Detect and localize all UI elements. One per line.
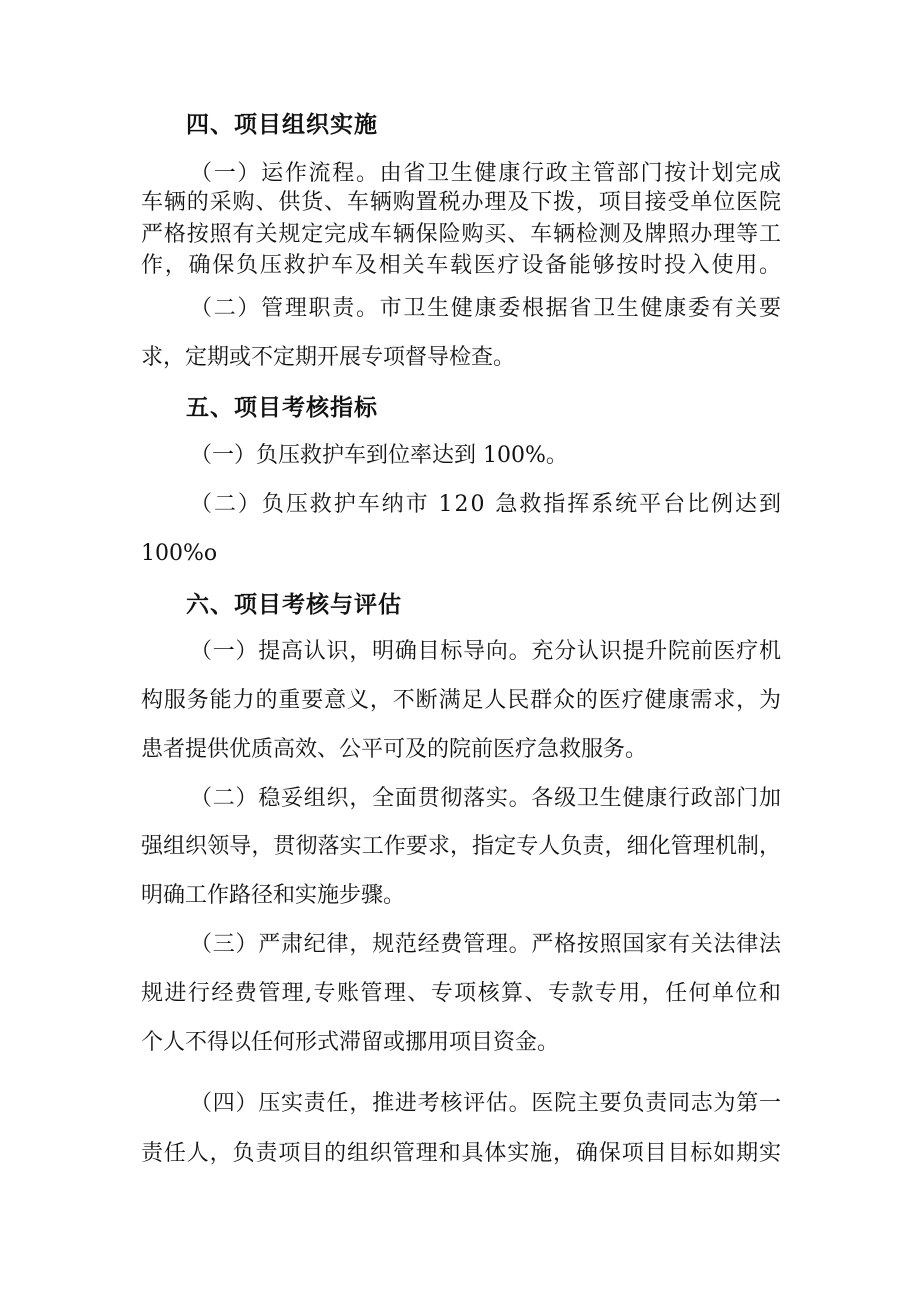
paragraph-line: 作，确保负压救护车及相关车载医疗设备能够按时投入使用。 bbox=[141, 253, 783, 278]
paragraph-line: （三）严肃纪律，规范经费管理。严格按照国家有关法律法 bbox=[190, 932, 782, 957]
paragraph-line: （二）稳妥组织，全面贯彻落实。各级卫生健康行政部门加 bbox=[190, 786, 782, 811]
paragraph-line: 责任人，负责项目的组织管理和具体实施，确保项目目标如期实 bbox=[141, 1141, 782, 1166]
paragraph-line: （一）运作流程。由省卫生健康行政主管部门按计划完成 bbox=[190, 161, 783, 186]
paragraph-line: 严格按照有关规定完成车辆保险购买、车辆检测及牌照办理等工 bbox=[141, 222, 782, 247]
paragraph-line: 100%o bbox=[141, 541, 218, 566]
paragraph-line: （四）压实责任，推进考核评估。医院主要负责同志为第一 bbox=[190, 1091, 782, 1116]
section-heading-5: 五、项目考核指标 bbox=[186, 395, 378, 421]
paragraph-line: 明确工作路径和实施步骤。 bbox=[141, 883, 406, 908]
paragraph-line: （二）管理职责。市卫生健康委根据省卫生健康委有关要 bbox=[190, 296, 783, 321]
paragraph-line: 车辆的采购、供货、车辆购置税办理及下拨，项目接受单位医院 bbox=[141, 190, 782, 215]
paragraph-line: 个人不得以任何形式滞留或挪用项目资金。 bbox=[141, 1030, 560, 1055]
paragraph-line: 强组织领导，贯彻落实工作要求，指定专人负责，细化管理机制， bbox=[141, 834, 782, 859]
section-heading-4: 四、项目组织实施 bbox=[186, 112, 378, 138]
paragraph-line: （一）提高认识，明确目标导向。充分认识提升院前医疗机 bbox=[190, 639, 782, 664]
paragraph-line: 患者提供优质高效、公平可及的院前医疗急救服务。 bbox=[141, 737, 648, 762]
paragraph-line: 求，定期或不定期开展专项督导检查。 bbox=[141, 345, 516, 370]
section-heading-6: 六、项目考核与评估 bbox=[186, 592, 402, 618]
paragraph-line: 构服务能力的重要意义，不断满足人民群众的医疗健康需求，为 bbox=[141, 688, 782, 713]
paragraph-line: （二）负压救护车纳市 120 急救指挥系统平台比例达到 bbox=[190, 492, 783, 517]
paragraph-line: 规进行经费管理,专账管理、专项核算、专款专用，任何单位和 bbox=[141, 981, 783, 1006]
paragraph-line: （一）负压救护车到位率达到 100%。 bbox=[190, 443, 568, 468]
